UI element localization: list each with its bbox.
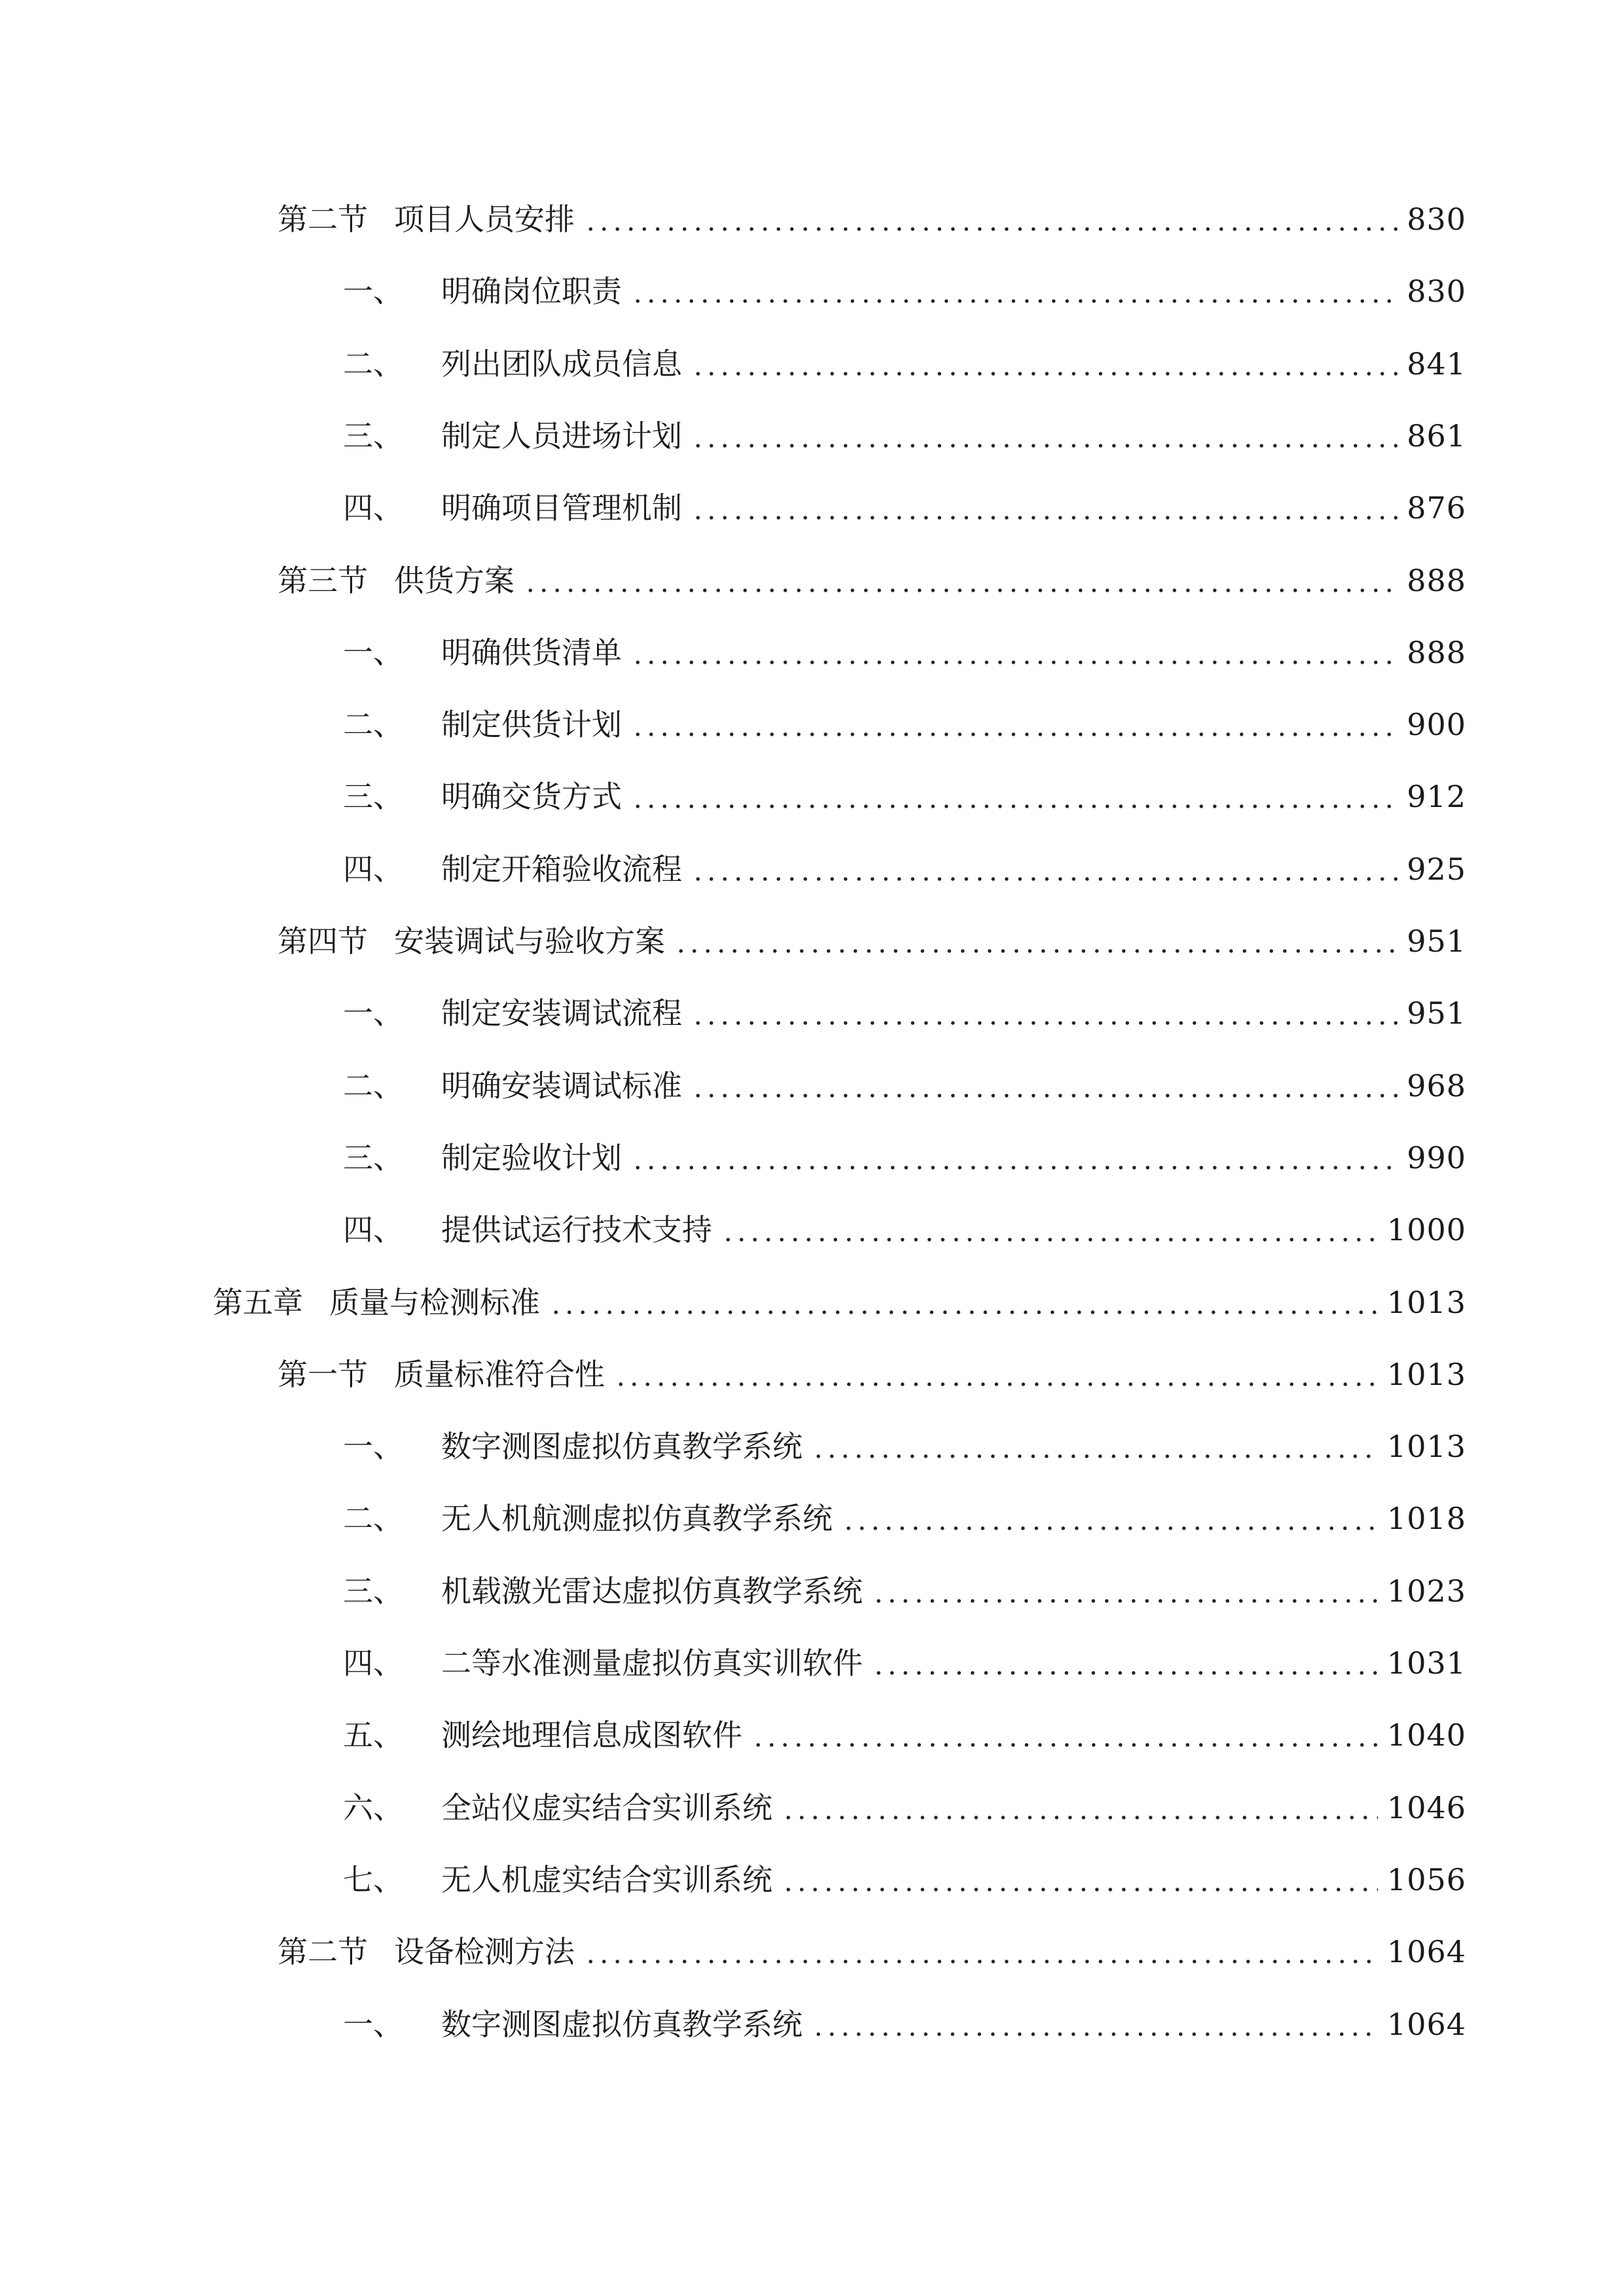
toc-entry-page-number: 1064 [1386,1934,1466,1969]
dot-leader [614,1382,1378,1386]
toc-entry-title: 测绘地理信息成图软件 [441,1717,742,1753]
toc-entry-page-number: 1040 [1386,1717,1466,1753]
toc-entry-title: 质量与检测标准 [329,1285,540,1320]
toc-entry-section[interactable] [278,1926,1466,1978]
toc-entry-number: 第二节 [278,202,368,237]
toc-entry-heading [278,193,575,245]
toc-entry-number: 二、 [343,1068,403,1103]
dot-leader [751,1743,1378,1747]
toc-entry-number: 二、 [343,707,403,742]
toc-entry-item[interactable] [343,843,1466,895]
toc-entry-item[interactable] [343,265,1466,317]
toc-entry-item[interactable] [343,1998,1466,2051]
dot-leader [691,877,1398,881]
toc-entry-heading [343,1132,622,1184]
dot-leader [872,1671,1378,1675]
toc-entry-number: 第三节 [278,563,368,598]
toc-entry-heading [343,338,682,390]
toc-entry-title: 制定供货计划 [441,707,622,742]
toc-entry-title: 无人机航测虚拟仿真教学系统 [441,1501,833,1536]
toc-entry-number: 三、 [343,1573,403,1609]
toc-entry-number: 二、 [343,1501,403,1536]
toc-entry-item[interactable] [343,1060,1466,1112]
toc-entry-item[interactable] [343,410,1466,462]
toc-entry-item[interactable] [343,626,1466,679]
toc-entry-heading [343,1637,863,1689]
dot-leader [631,1166,1398,1170]
toc-entry-section[interactable] [278,915,1466,967]
toc-entry-number: 第一节 [278,1357,368,1392]
toc-entry-number: 一、 [343,996,403,1031]
toc-entry-heading [343,843,682,895]
toc-entry-number: 第五章 [213,1285,303,1320]
toc-entry-number: 四、 [343,490,403,526]
dot-leader [691,1021,1398,1025]
toc-entry-page-number: 1018 [1386,1501,1466,1536]
toc-entry-heading [278,915,665,967]
toc-entry-number: 一、 [343,1429,403,1464]
toc-entry-number: 一、 [343,635,403,670]
toc-entry-number: 六、 [343,1790,403,1825]
toc-entry-title: 供货方案 [394,563,514,598]
toc-entry-page-number: 830 [1407,274,1466,309]
toc-entry-title: 制定安装调试流程 [441,996,682,1031]
toc-entry-item[interactable] [343,1492,1466,1545]
toc-entry-heading [343,1204,712,1256]
toc-entry-page-number: 1031 [1386,1645,1466,1681]
toc-entry-item[interactable] [343,987,1466,1039]
toc-entry-heading [343,482,682,534]
toc-entry-title: 数字测图虚拟仿真教学系统 [441,2007,803,2042]
toc-entry-title: 质量标准符合性 [394,1357,605,1392]
toc-entry-number: 第二节 [278,1934,368,1969]
toc-entry-heading [343,410,682,462]
toc-entry-item[interactable] [343,1709,1466,1761]
toc-entry-page-number: 951 [1407,924,1466,959]
toc-entry-item[interactable] [343,1565,1466,1617]
toc-entry-heading [213,1276,540,1329]
toc-entry-heading [343,1060,682,1112]
toc-entry-section[interactable] [278,193,1466,245]
toc-entry-page-number: 1013 [1386,1357,1466,1392]
dot-leader [842,1526,1378,1530]
dot-leader [721,1238,1378,1242]
toc-entry-number: 四、 [343,1645,403,1681]
toc-entry-heading [343,1782,772,1834]
toc-entry-title: 明确岗位职责 [441,274,622,309]
toc-entry-section[interactable] [278,1348,1466,1401]
toc-entry-item[interactable] [343,482,1466,534]
toc-entry-page-number: 841 [1407,346,1466,382]
toc-entry-page-number: 830 [1407,202,1466,237]
dot-leader [872,1599,1378,1603]
toc-entry-page-number: 968 [1407,1068,1466,1103]
toc-entry-number: 三、 [343,779,403,814]
toc-entry-title: 制定验收计划 [441,1140,622,1175]
toc-entry-heading [343,987,682,1039]
toc-entry-number: 一、 [343,274,403,309]
toc-entry-title: 制定人员进场计划 [441,418,682,454]
toc-entry-page-number: 1064 [1386,2007,1466,2042]
toc-entry-title: 明确交货方式 [441,779,622,814]
dot-leader [782,1816,1378,1820]
toc-entry-title: 提供试运行技术支持 [441,1212,712,1247]
toc-entry-number: 三、 [343,418,403,454]
toc-entry-title: 明确安装调试标准 [441,1068,682,1103]
toc-entry-page-number: 912 [1407,779,1466,814]
toc-entry-page-number: 888 [1407,635,1466,670]
dot-leader [631,804,1398,808]
toc-entry-title: 二等水准测量虚拟仿真实训软件 [441,1645,863,1681]
toc-entry-page-number: 876 [1407,490,1466,526]
toc-entry-page-number: 861 [1407,418,1466,454]
toc-entry-title: 安装调试与验收方案 [394,924,665,959]
toc-entry-item[interactable] [343,1637,1466,1689]
dot-leader [782,1888,1378,1892]
dot-leader [631,732,1398,736]
dot-leader [631,299,1398,303]
dot-leader [584,1960,1378,1964]
toc-entry-number: 三、 [343,1140,403,1175]
toc-entry-title: 制定开箱验收流程 [441,852,682,887]
toc-entry-chapter[interactable] [213,1276,1466,1329]
toc-entry-number: 五、 [343,1717,403,1753]
dot-leader [674,949,1398,953]
toc-entry-number: 二、 [343,346,403,382]
toc-entry-title: 设备检测方法 [394,1934,575,1969]
toc-entry-page-number: 951 [1407,996,1466,1031]
toc-entry-page-number: 1056 [1386,1862,1466,1897]
toc-entry-number: 四、 [343,852,403,887]
toc-entry-title: 数字测图虚拟仿真教学系统 [441,1429,803,1464]
dot-leader [812,1454,1378,1458]
toc-entry-number: 一、 [343,2007,403,2042]
toc-entry-number: 四、 [343,1212,403,1247]
toc-entry-section[interactable] [278,554,1466,607]
toc-entry-title: 列出团队成员信息 [441,346,682,382]
toc-entry-title: 明确供货清单 [441,635,622,670]
toc-entry-heading [343,1565,863,1617]
dot-leader [691,444,1398,448]
dot-leader [812,2032,1378,2036]
toc-entry-heading [343,1998,803,2051]
dot-leader [631,660,1398,664]
toc-entry-title: 项目人员安排 [394,202,575,237]
toc-entry-heading [278,1348,605,1401]
dot-leader [584,227,1398,231]
toc-entry-page-number: 925 [1407,852,1466,887]
toc-entry-heading [343,265,622,317]
toc-entry-heading [278,554,514,607]
dot-leader [691,1094,1398,1098]
toc-entry-item[interactable] [343,1782,1466,1834]
toc-entry-heading [343,1854,772,1906]
toc-entry-page-number: 888 [1407,563,1466,598]
toc-entry-heading [343,770,622,823]
toc-entry-heading [343,626,622,679]
dot-leader [524,588,1398,592]
toc-entry-heading [343,1709,742,1761]
toc-entry-page-number: 1046 [1386,1790,1466,1825]
toc-entry-title: 机载激光雷达虚拟仿真教学系统 [441,1573,863,1609]
toc-entry-page-number: 990 [1407,1140,1466,1175]
toc-entry-heading [343,698,622,751]
toc-entry-item[interactable] [343,698,1466,751]
toc-entry-page-number: 1000 [1386,1212,1466,1247]
toc-entry-item[interactable] [343,338,1466,390]
toc-entry-page-number: 1023 [1386,1573,1466,1609]
toc-entry-page-number: 1013 [1386,1429,1466,1464]
toc-entry-heading [343,1492,833,1545]
toc-entry-number: 第四节 [278,924,368,959]
toc-entry-number: 七、 [343,1862,403,1897]
toc-entry-page-number: 1013 [1386,1285,1466,1320]
toc-entry-page-number: 900 [1407,707,1466,742]
toc-entry-title: 无人机虚实结合实训系统 [441,1862,772,1897]
dot-leader [549,1310,1378,1314]
toc-entry-heading [343,1420,803,1473]
dot-leader [691,372,1398,376]
toc-entry-item[interactable] [343,1132,1466,1184]
toc-entry-item[interactable] [343,770,1466,823]
dot-leader [691,516,1398,520]
toc-entry-title: 全站仪虚实结合实训系统 [441,1790,772,1825]
toc-entry-item[interactable] [343,1854,1466,1906]
toc-entry-item[interactable] [343,1204,1466,1256]
toc-entry-title: 明确项目管理机制 [441,490,682,526]
toc-entry-item[interactable] [343,1420,1466,1473]
toc-entry-heading [278,1926,575,1978]
